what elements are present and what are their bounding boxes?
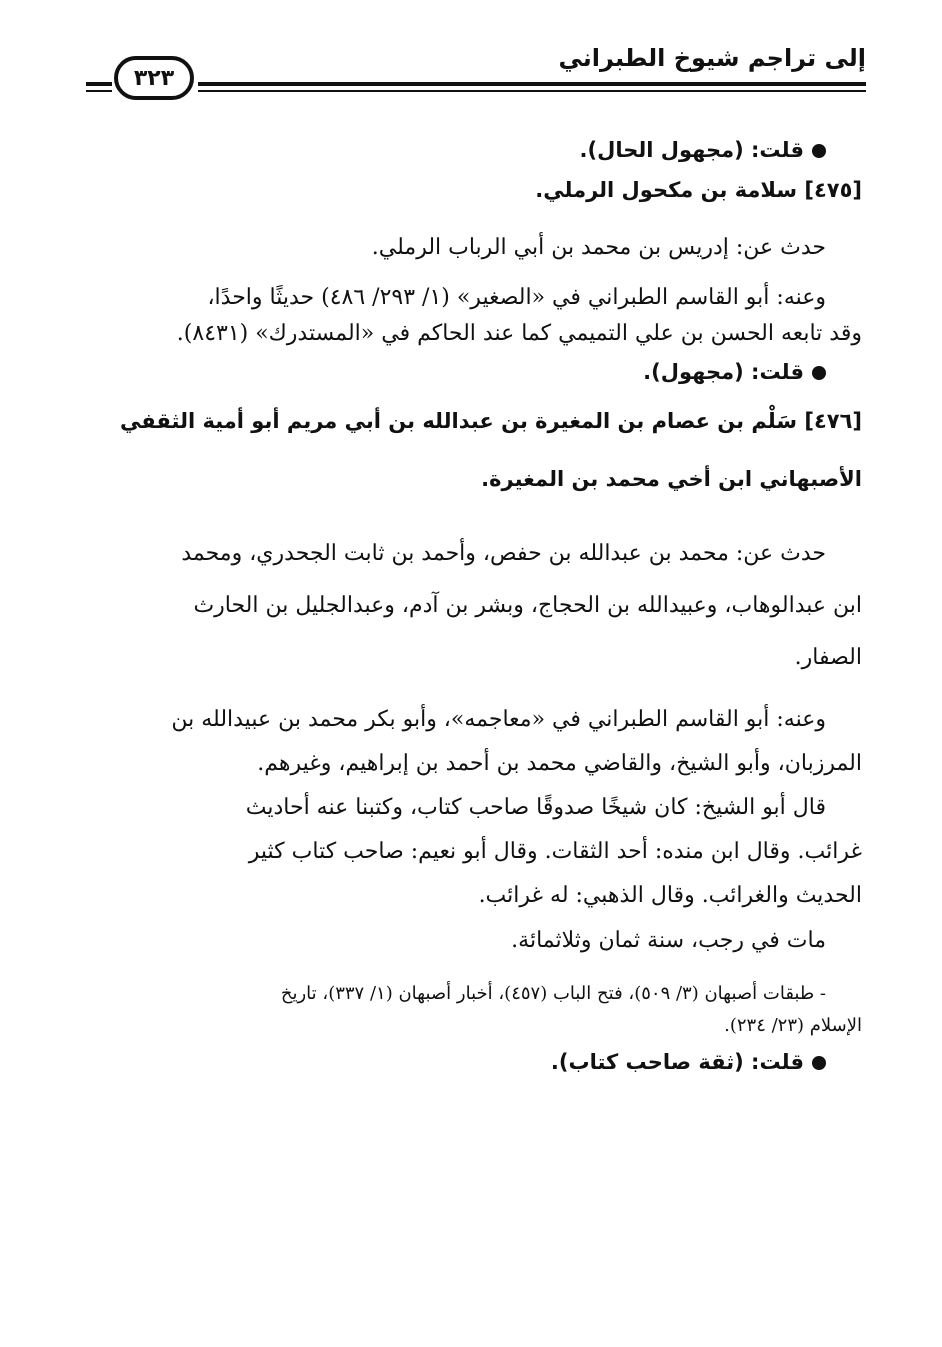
entry-475-heading: [٤٧٥] سلامة بن مكحول الرملي. (535, 178, 862, 202)
entry-475-narrated-from: حدث عن: إدريس بن محمد بن أبي الرباب الرملي. (371, 235, 826, 260)
entry-475-from-him-line-1: وعنه: أبو القاسم الطبراني في «الصغير» (١/ ٢٩٣/ ٤٨٦) حديثًا واحدًا، (207, 285, 826, 310)
verdict-text: قلت: (مجهول الحال). (579, 138, 804, 162)
entry-476-heading (82, 392, 862, 508)
page-header (86, 40, 866, 110)
header-rule-left-thin (86, 90, 112, 92)
header-rule-left-thick (86, 82, 112, 86)
bullet-icon (812, 144, 826, 158)
entry-476-heading-line-1: [٤٧٦] سَلْم بن عصام بن المغيرة بن عبدالله بن أبي مريم أبو أمية الثقفي (120, 409, 862, 433)
entry-476-sayings-line-3: الحديث والغرائب. وقال الذهبي: له غرائب. (478, 883, 862, 908)
verdict-unknown (82, 352, 862, 392)
verdict-unknown-status (82, 130, 862, 170)
entry-476-sayings-line-1: قال أبو الشيخ: كان شيخًا صدوقًا صاحب كتاب، وكتبنا عنه أحاديث (245, 795, 826, 820)
entry-475-from-him-line-2: وقد تابعه الحسن بن علي التميمي كما عند الحاكم في «المستدرك» (٨٤٣١). (176, 321, 862, 346)
entry-476-from-him-line-2: المرزبان، وأبو الشيخ، والقاضي محمد بن أحمد بن إبراهيم، وغيرهم. (257, 751, 862, 776)
entry-476-from-him-line-1: وعنه: أبو القاسم الطبراني في «معاجمه»، وأبو بكر محمد بن عبيدالله بن (171, 707, 826, 732)
bullet-icon (812, 1056, 826, 1070)
running-title: إلى تراجم شيوخ الطبراني (558, 44, 866, 72)
entry-476-heading-line-2: الأصبهاني ابن أخي محمد بن المغيرة. (481, 467, 862, 491)
entry-476-sources (82, 978, 862, 1042)
verdict-trustworthy (82, 1042, 862, 1082)
page-number: ٣٢٣ (114, 56, 194, 100)
verdict-text: قلت: (ثقة صاحب كتاب). (550, 1050, 804, 1074)
entry-476-death: مات في رجب، سنة ثمان وثلاثمائة. (511, 928, 826, 953)
header-rule-thick (198, 82, 866, 86)
entry-476-from-him (82, 698, 862, 786)
bullet-icon (812, 366, 826, 380)
entry-476-sources-line-2: الإسلام (٢٣/ ٢٣٤). (724, 1015, 862, 1036)
entry-476-sayings-line-2: غرائب. وقال ابن منده: أحد الثقات. وقال أبو نعيم: صاحب كتاب كثير (248, 839, 862, 864)
entry-476-narrated-from-line-2: ابن عبدالوهاب، وعبيدالله بن الحجاج، وبشر بن آدم، وعبدالجليل بن الحارث (193, 593, 862, 618)
verdict-text: قلت: (مجهول). (643, 360, 804, 384)
entry-476-narrated-from-line-3: الصفار. (794, 645, 862, 670)
header-rule-thin (198, 90, 866, 92)
entry-476-sources-line-1: - طبقات أصبهان (٣/ ٥٠٩)، فتح الباب (٤٥٧)، أخبار أصبهان (١/ ٣٣٧)، تاريخ (280, 983, 826, 1004)
page-content (82, 130, 862, 1082)
entry-476-narrated-from (82, 528, 862, 684)
entry-476-sayings (82, 786, 862, 918)
entry-476-narrated-from-line-1: حدث عن: محمد بن عبدالله بن حفص، وأحمد بن ثابت الجحدري، ومحمد (181, 541, 826, 566)
